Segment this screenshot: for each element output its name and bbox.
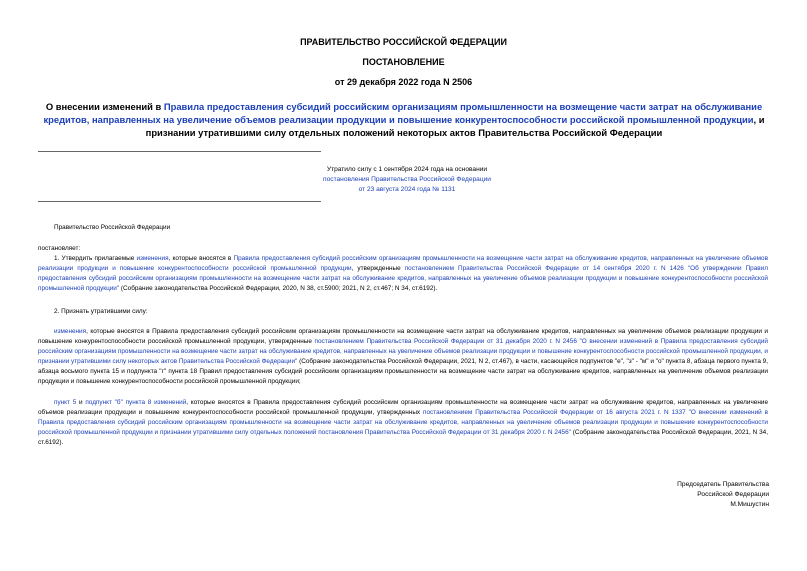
repeal-notice xyxy=(312,165,502,195)
title-text-end: , и признании утратившими силу отдельных положений некоторых актов Правительства Российской Федерации xyxy=(145,113,765,138)
p1-decree-link[interactable]: постановлением Правительства Российской Федерации от 14 сентября 2020 г. N 1426 "Об утверждении Правил предоставления субсидий российским организациям промышленности на возмещение части затрат на обслуживание кредитов, направленных на увеличение объемов реализации продукции и повышение конкурентоспособности российской промышленной продукции" xyxy=(38,265,768,293)
repeal-notice-line: Утратило силу с 1 сентября 2024 года на основании xyxy=(326,166,488,173)
p3-decree-link[interactable]: постановлением Правительства Российской Федерации от 31 декабря 2020 г. N 2456 "О внесении изменений в Правила предоставления субсидий российским организациям промышленности на возмещение части затрат на обслуживание кредитов, направленных на увеличение объемов реализации продукции и повышение конкурентоспособности российской промышленной продукции, и признании утратившими силу некоторых актов Правительства Российской Федерации" xyxy=(38,338,768,366)
p3-changes-link[interactable]: изменения xyxy=(54,328,87,335)
repeal-notice-link[interactable]: постановления Правительства Российской Федерации xyxy=(323,176,491,183)
repeal-notice-link-date[interactable]: от 23 августа 2024 года № 1131 xyxy=(358,186,456,193)
body-government: Правительство Российской Федерации xyxy=(54,224,171,231)
document-date-number: от 29 декабря 2022 года N 2506 xyxy=(334,77,473,87)
paragraph-1 xyxy=(38,254,768,294)
p4-text: (Собрание законодательства Российской Федерации, 2021, N 34, ст.6192). xyxy=(38,429,768,447)
signature-country: Российской Федерации xyxy=(697,491,769,499)
divider-bottom xyxy=(38,201,321,202)
p4-item5-link[interactable]: пункт 5 xyxy=(54,399,77,406)
p1-text: , которые вносятся в xyxy=(168,255,234,262)
p4-decree-link[interactable]: постановлением Правительства Российской Федерации от 16 августа 2021 г. N 1337 "О внесении изменений в Правила предоставления субсидий российским организациям промышленности на возмещение части затрат на обслуживание кредитов, направленных на увеличение объемов реализации продукции и повышение конкурентоспособности российской промышленной продукции и признании утратившими силу отдельных положений постановления Правительства Российской Федерации от 31 декабря 2020 г. N 2456" xyxy=(38,409,768,437)
p1-changes-link[interactable]: изменения xyxy=(136,255,169,262)
paragraph-2: 2. Признать утратившими силу: xyxy=(54,308,148,315)
p4-text: , которые вносятся в Правила предоставления субсидий российским организациям промышленности на возмещение части затрат на обслуживание кредитов, направленных на увеличение объемов реализации продукции и повышение конкурентоспособности российской промышленной продукции, утвержденных xyxy=(38,399,769,417)
signature-name: М.Мишустин xyxy=(730,501,769,509)
divider-top xyxy=(38,151,321,152)
signature-block xyxy=(677,480,769,510)
p3-text: (Собрание законодательства Российской Федерации, 2021, N 2, ст.467), в части, касающейся подпунктов "е", "з" - "м" и "о" пункта 8, абзаца первого пункта 9, абзаца восьмого пункта 15 и подпункта "г" пункта 18 Правил предоставления субсидий российским организациям промышленности на возмещение части затрат на обслуживание кредитов, направленных на увеличение объемов реализации продукции и повышение конкурентоспособности российской промышленной продукции; xyxy=(38,358,768,386)
p1-text: (Собрание законодательства Российской Федерации, 2020, N 38, ст.5900; 2021, N 2, ст.467; N 34, ст.6192). xyxy=(119,285,438,293)
p1-text: , утвержденные xyxy=(351,265,405,273)
p1-rules-link[interactable]: Правила предоставления субсидий российским организациям промышленности на возмещение части затрат на обслуживание кредитов, направленных на увеличение объемов реализации продукции и повышение конкурентоспособности российской промышленной продукции xyxy=(38,255,768,273)
document-title xyxy=(34,101,774,139)
document-type: ПОСТАНОВЛЕНИЕ xyxy=(362,57,445,67)
paragraph-4 xyxy=(38,398,768,448)
body-resolves: постановляет: xyxy=(38,245,81,252)
p4-subitem-link[interactable]: подпункт "б" пункта 8 изменений xyxy=(85,399,187,406)
signature-position: Председатель Правительства xyxy=(677,481,769,488)
p3-text: , которые вносятся в Правила предоставления субсидий российским организациям промышленности на возмещение части затрат на обслуживание кредитов, направленных на увеличение объемов реализации продукции и повышение конкурентоспособности российской промышленной продукции, утвержденные xyxy=(38,328,768,346)
p1-text: 1. Утвердить прилагаемые xyxy=(54,255,137,262)
government-heading: ПРАВИТЕЛЬСТВО РОССИЙСКОЙ ФЕДЕРАЦИИ xyxy=(300,37,507,47)
paragraph-3 xyxy=(38,327,768,388)
title-rules-link[interactable]: Правила предоставления субсидий российским организациям промышленности на возмещение части затрат на обслуживание кредитов, направленных на увеличение объемов реализации продукции и повышение конкурентоспособности российской промышленной продукции xyxy=(43,101,763,125)
p4-text: и xyxy=(76,399,86,406)
title-text: О внесении изменений в xyxy=(45,101,164,112)
